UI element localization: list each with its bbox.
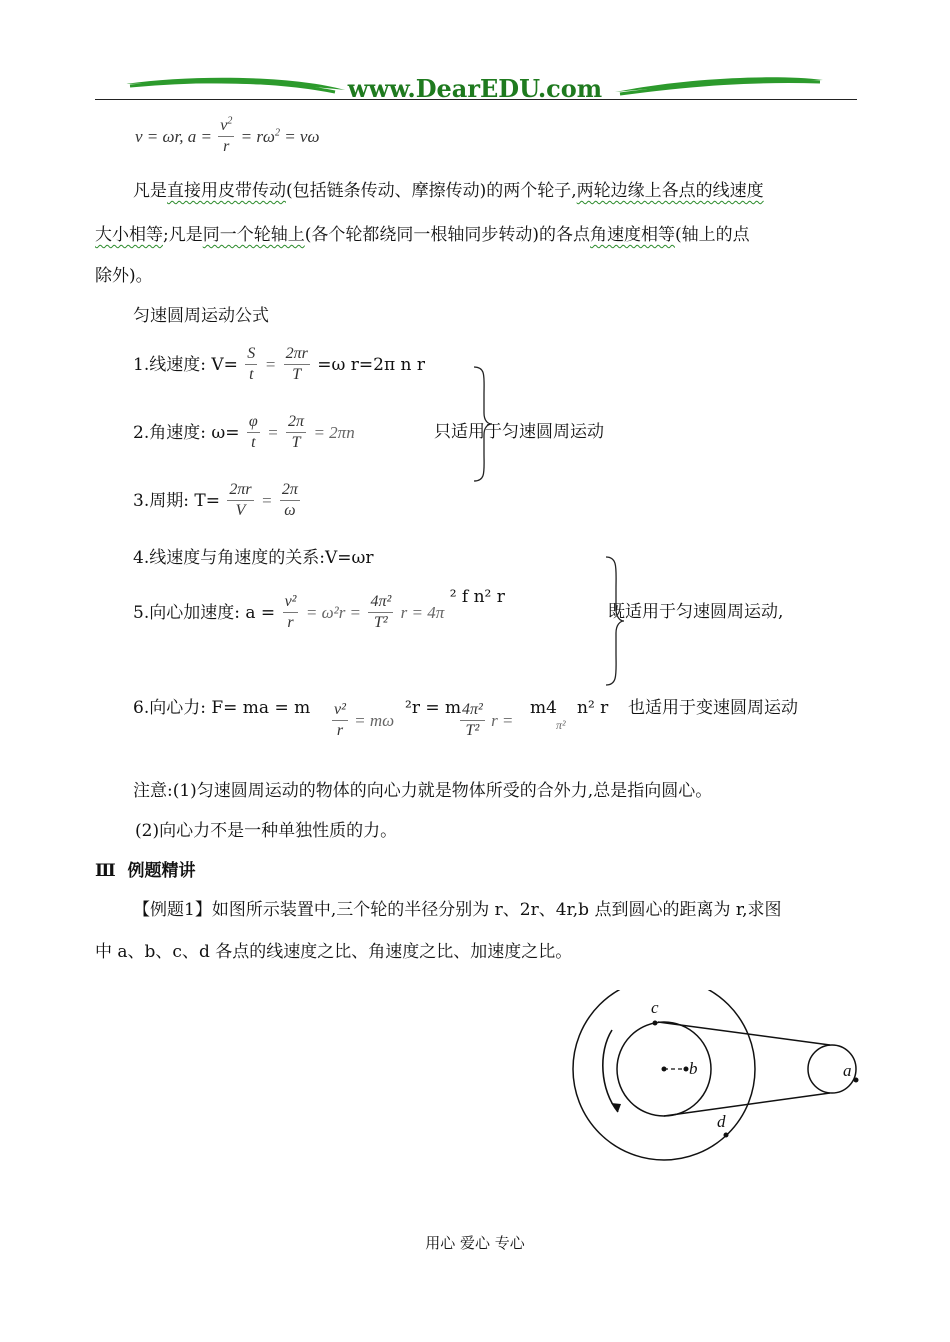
header-rule (95, 99, 857, 100)
point-c (653, 1021, 658, 1026)
formula-relation: 4.线速度与角速度的关系:V=ωr (133, 548, 374, 568)
pulley-diagram (560, 990, 870, 1190)
logo-text: www.DearEDU.com (347, 74, 603, 103)
belt-bottom (664, 1093, 830, 1116)
right-brace (470, 365, 494, 483)
center-point (662, 1067, 667, 1072)
label-a: a (843, 1061, 852, 1080)
formula-period: 3.周期: T= $\frac{2\pi r}{V}$ = $\frac{2\pi}{\omega}$ (133, 481, 298, 519)
formula-centripetal-force-frac2: $\frac{\text{4π²}}{\text{T²}}$ r = (462, 701, 514, 739)
formula-centripetal-force: 6.向心力: F= ma = m (133, 698, 311, 718)
formula-centripetal-acceleration: 5.向心加速度: a = $\frac{\text{v²}}{r}$ = ω²r = $\frac{\text{4π²}}{\text{T²}}$ r = 4π ² f n² r (133, 587, 505, 631)
label-c: c (651, 998, 659, 1017)
point-d (724, 1133, 729, 1138)
formula-intro: v = ωr, a = $\frac{v^2}{r}$ = $r\omega^2 = v\omega$ (135, 115, 320, 155)
point-b (684, 1067, 689, 1072)
formula-centripetal-force-frac1: $\frac{\text{v²}}{r}$ = mω (334, 701, 395, 739)
formula-centripetal-force-m4: m4 (530, 698, 557, 718)
attention-line: 注意:(1)匀速圆周运动的物体的向心力就是物体所受的合外力,总是指向圆心。 (133, 781, 713, 801)
left-brace (600, 555, 626, 687)
example-line: 中 a、b、c、d 各点的线速度之比、角速度之比、加速度之比。 (95, 942, 573, 962)
section-heading: Ⅲ 例题精讲 (95, 861, 196, 881)
attention-line: (2)向心力不是一种单独性质的力。 (135, 821, 398, 841)
formula-centripetal-force-mid: ²r = m (405, 698, 462, 718)
note-both-a: 既适用于匀速圆周运动, (608, 602, 784, 622)
page-footer: 用心 爱心 专心 (425, 1234, 525, 1252)
formula-centripetal-force-pi: π² (556, 718, 566, 732)
paragraph-line: 除外)。 (95, 266, 153, 286)
note-only-uniform: 只适用于匀速圆周运动 (434, 422, 604, 442)
rotation-arrow (603, 1030, 618, 1112)
formula-linear-velocity: 1.线速度: V= $\frac{S}{t}$ = $\frac{2\pi r}{T}$ =ω r=2π n r (133, 345, 426, 383)
paragraph-line: 大小相等;凡是同一个轮轴上(各个轮都绕同一根轴同步转动)的各点角速度相等(轴上的点 (95, 225, 750, 245)
point-a (854, 1078, 859, 1083)
formula-centripetal-force-tail: n² r (577, 698, 609, 718)
section-title: 匀速圆周运动公式 (133, 306, 269, 326)
note-both-b: 也适用于变速圆周运动 (628, 698, 798, 718)
header-logo (95, 66, 855, 106)
label-d: d (717, 1112, 726, 1131)
formula-angular-velocity: 2.角速度: ω= $\frac{\varphi}{t}$ = $\frac{2\pi}{T}$ = 2πn (133, 413, 355, 451)
label-b: b (689, 1059, 698, 1078)
example-line: 【例题1】如图所示装置中,三个轮的半径分别为 r、2r、4r,b 点到圆心的距离为 r,求图 (133, 900, 782, 920)
paragraph-line: 凡是直接用皮带传动(包括链条传动、摩擦传动)的两个轮子,两轮边缘上各点的线速度 (133, 181, 764, 201)
